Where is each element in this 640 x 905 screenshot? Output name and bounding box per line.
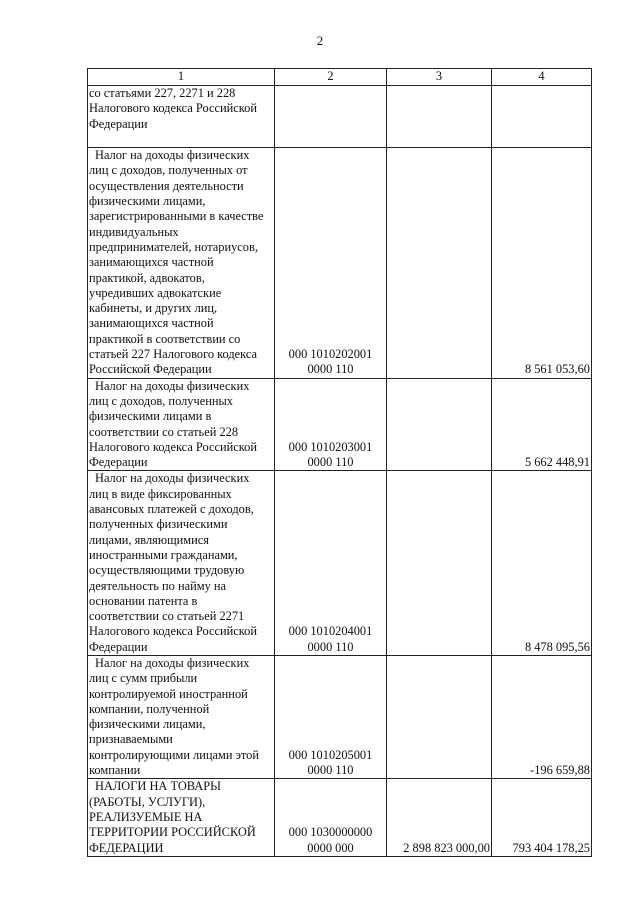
row-name-line: НАЛОГИ НА ТОВАРЫ <box>95 779 221 794</box>
row-name-line <box>89 132 273 147</box>
table-row <box>88 471 592 656</box>
revenue-table <box>87 68 592 857</box>
row-name-cell <box>88 655 275 778</box>
row-name-line: контролирующими лицами этой <box>89 747 259 762</box>
row-name-line: деятельность по найму на <box>89 578 226 593</box>
row-name-line: РЕАЛИЗУЕМЫЕ НА <box>89 809 203 824</box>
row-code-cell <box>275 471 387 656</box>
row-name-line: со статьями 227, 2271 и 228 <box>89 86 236 100</box>
row-code-cell <box>275 779 387 856</box>
row-name-line: компании, полученной <box>89 701 210 716</box>
row-name-line: Налог на доходы физических <box>95 148 250 163</box>
row-name-line: занимающихся частной <box>89 316 214 331</box>
row-name-line: признаваемыми <box>89 732 173 747</box>
row-name-line: компании <box>89 763 141 778</box>
row-code-line: 0000 110 <box>307 763 354 778</box>
row-code-line: 000 1010205001 <box>288 747 373 762</box>
row-name-line: ФЕДЕРАЦИИ <box>89 840 164 855</box>
page-number: 2 <box>316 33 324 48</box>
row-name-line: Налогового кодекса Российской <box>89 101 257 116</box>
row-name-line: занимающихся частной <box>89 255 214 270</box>
row-fact-value: 793 404 178,25 <box>492 779 592 856</box>
row-name-line: физическими лицами, <box>89 194 206 209</box>
row-name-line: статьей 227 Налогового кодекса <box>89 347 258 362</box>
row-name-line: предпринимателей, нотариусов, <box>89 239 258 254</box>
row-name-line: учредивших адвокатские <box>89 285 222 300</box>
table-row <box>88 86 592 148</box>
row-name-line: физическими лицами в <box>89 409 212 424</box>
row-name-line: ТЕРРИТОРИИ РОССИЙСКОЙ <box>89 825 256 840</box>
table-header-row <box>88 69 592 86</box>
row-code-line: 0000 110 <box>307 455 354 470</box>
row-name-line: практикой, адвокатов, <box>89 270 205 285</box>
row-name-line: Налог на доходы физических <box>95 655 250 670</box>
row-name-line: иностранными гражданами, <box>89 547 238 562</box>
row-name-line: кабинеты, и других лиц, <box>89 301 218 316</box>
row-plan-value <box>387 471 492 656</box>
row-name-line: физическими лицами, <box>89 717 206 732</box>
row-name-line: лицами, являющимися <box>89 532 209 547</box>
row-plan-value <box>387 148 492 378</box>
column-header-2: 2 <box>275 69 387 86</box>
row-code-cell <box>275 86 387 148</box>
row-code-line: 000 1030000000 <box>288 825 373 840</box>
row-fact-value: 5 662 448,91 <box>492 378 592 471</box>
row-code-cell <box>275 378 387 471</box>
row-name-cell <box>88 148 275 378</box>
table-row <box>88 655 592 778</box>
row-name-line: соответствии со статьей 228 <box>89 424 239 439</box>
row-code-line: 0000 110 <box>307 362 354 377</box>
row-code-line: 0000 110 <box>307 639 354 654</box>
row-name-line: осуществления деятельности <box>89 178 244 193</box>
row-name-line: практикой в соответствии со <box>89 331 241 346</box>
row-fact-value <box>492 86 592 148</box>
row-name-line: полученных физическими <box>89 517 228 532</box>
row-name-line: осуществляющими трудовую <box>89 563 245 578</box>
row-name-line: контролируемой иностранной <box>89 686 248 701</box>
row-plan-value <box>387 378 492 471</box>
row-name-line: Федерации <box>89 639 148 654</box>
row-name-line: лиц в виде фиксированных <box>89 486 232 501</box>
row-name-line: соответствии со статьей 2271 <box>89 609 245 624</box>
table-row <box>88 148 592 378</box>
row-name-line: Федерации <box>89 116 148 131</box>
row-name-line: Налогового кодекса Российской <box>89 439 257 454</box>
row-name-line: основании патента в <box>89 593 198 608</box>
row-code-line: 000 1010204001 <box>288 624 373 639</box>
row-code-line: 0000 000 <box>307 840 354 855</box>
row-plan-value <box>387 86 492 148</box>
row-name-line: индивидуальных <box>89 224 179 239</box>
table-row <box>88 779 592 856</box>
row-name-line: (РАБОТЫ, УСЛУГИ), <box>89 794 206 809</box>
row-fact-value: 8 561 053,60 <box>492 148 592 378</box>
row-name-cell <box>88 779 275 856</box>
row-fact-value: -196 659,88 <box>492 655 592 778</box>
table-body <box>88 86 592 857</box>
row-code-cell <box>275 655 387 778</box>
row-name-cell <box>88 471 275 656</box>
column-header-4: 4 <box>492 69 592 86</box>
row-name-cell <box>88 86 275 148</box>
row-name-line: Налогового кодекса Российской <box>89 624 257 639</box>
row-name-line: Налог на доходы физических <box>95 378 250 393</box>
row-code-line: 000 1010203001 <box>288 439 373 454</box>
row-name-line: Налог на доходы физических <box>95 471 250 486</box>
column-header-1: 1 <box>88 69 275 86</box>
row-code-cell <box>275 148 387 378</box>
row-name-line: лиц с сумм прибыли <box>89 671 198 686</box>
row-name-line: Федерации <box>89 455 148 470</box>
row-fact-value: 8 478 095,56 <box>492 471 592 656</box>
row-name-line: зарегистрированными в качестве <box>89 209 264 224</box>
table-row <box>88 378 592 471</box>
row-name-cell <box>88 378 275 471</box>
row-plan-value: 2 898 823 000,00 <box>387 779 492 856</box>
row-plan-value <box>387 655 492 778</box>
column-header-3: 3 <box>387 69 492 86</box>
row-name-line: Российской Федерации <box>89 362 212 377</box>
row-name-line: лиц с доходов, полученных от <box>89 163 248 178</box>
row-name-line: авансовых платежей с доходов, <box>89 502 254 517</box>
row-code-line: 000 1010202001 <box>288 347 373 362</box>
row-name-line: лиц с доходов, полученных <box>89 393 233 408</box>
